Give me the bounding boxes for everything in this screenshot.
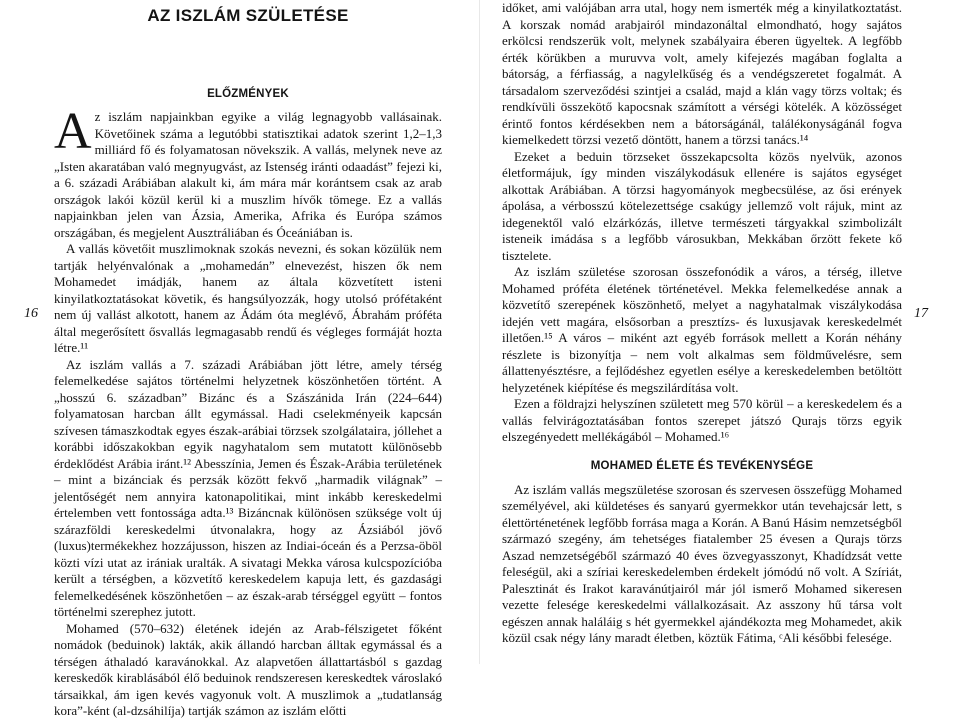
chapter-title: AZ ISZLÁM SZÜLETÉSE	[147, 6, 349, 25]
paragraph-right-1: időket, ami valójában arra utal, hogy nem ismerték még a kinyilatkoztatást. A korszak nomád arabjairól mindazonáltal elmondható, hogy sajátos erkölcsi rendszerük volt, melynek szabályaira éberen ügyeltek. A legfőbb érték körükben a muruvva volt, amely kifejezés magában foglalta a bátorság, a férfiasság, a nagylelkűség és a vendégszeretet fogalmát. A társadalom szerveződési szintjei a család, majd a klán vagy törzs voltak; és rendkívüli összekötő kapocsnak számított a vérségi kötelék. A közösséget érintő fontos kérdésekben nem a bátorságánál, találékonyságánál fogva kiemelkedett törzsi vezető döntött, hanem a törzsi tanács.¹⁴	[502, 0, 902, 147]
paragraph-intro-text: z iszlám napjainkban egyike a világ legnagyobb vallásainak. Követőinek száma a legutóbbi statisztikai adatok szerint 1,2–1,3 milliárd fő és folyamatosan növekszik. A vallás, melynek neve az „Isten akaratában való megnyugvást, az Istenség iránti odaadást” fejezi ki, a 6. századi Arábiában alakult ki, ám mára már korántsem csak az arab országok lakói közül kerül ki a muszlim hívők tömege. Ez a vallás napjainkban jelen van Ázsia, Amerika, Afrika és Európa számos országában, és megjelent Ausztráliában és Óceániában is.	[54, 109, 442, 240]
paragraph-left-2: A vallás követőit muszlimoknak szokás nevezni, és sokan közülük nem tartják helyénvalónak a „mohamedán” elnevezést, hiszen ők nem Mohamedet imádják, hanem az általa közvetített isteni kinyilatkoztatásokat követik, és hangsúlyozzák, hogy utolsó prófétaként nem új vallást alkotott, hanem az Ádám óta meglévő, Ábrahám próféta által megerősített ősvallás legmagasabb rendű és végleges formáját hozta létre.¹¹	[54, 241, 442, 355]
drop-cap: A	[54, 103, 92, 160]
paragraph-right-5: Az iszlám vallás megszületése szorosan és szervesen összefügg Mohamed személyével, aki küldetéses és sanyarú gyermekkor után tevehajcsár lett, s élettörténetének legfőbb forrása maga a Korán. A Banú Hásim nemzetségből származó szegény, ám tehetséges fiatalember 25 évesen a Qurajs törzs Aszad nemzetségéből származó 40 éves özvegyasszonyt, Khadídzsát vette feleségül, aki a szíriai kereskedelemben érdekelt jómódú nő volt. A Szíriát, Palesztinát és Irakot karavánútjairól már jól ismerő Mohamed sikeresen vezette felesége kereskedelmi vállalkozásait. Az asszony hű társa volt egészen annak haláláig s hét gyermekkel ajándékozta meg Mohamedet, akik közül csak négy lány maradt életben, köztük Fátima, ᶜAli későbbi felesége.	[502, 481, 902, 645]
page-number-right: 17	[914, 306, 928, 321]
paragraph-intro	[54, 103, 442, 241]
section-title-mohamed: MOHAMED ÉLETE ÉS TEVÉKENYSÉGE	[590, 459, 814, 472]
paragraph-right-3: Az iszlám születése szorosan összefonódik a város, a térség, illetve Mohamed próféta életének történetével. Mekka felemelkedése annak a közvetítő szerepének köszönhető, melyet a nagyhatalmak viszálykodása idején vett magára, elsősorban a presztízs- és luxusjavak kereskedelmét illetően.¹⁵ A város – miként azt egyéb források mellett a Korán néhány részlete is bizonyítja – nem volt alkalmas sem földművelésre, sem állattenyésztésre, a fejlődéshez egyetlen esélye a kereskedelemben betöltött helyzetének kiépítése és megszilárdítása volt.	[502, 264, 902, 395]
left-page	[0, 0, 479, 718]
paragraph-right-2: Ezeket a beduin törzseket összekapcsolta közös nyelvük, azonos életformájuk, így minden viszálykodásuk ellenére is sajátos egységet alkottak Arábiában. A törzsi hagyományok megbecsülése, az ősi erények ápolása, a vérbosszú kötelezettsége csakúgy jellemző volt rájuk, mint az idegenektől való elzárkózás, illetve természeti tárgyakkal szimbolizált isteneik imádása s a legfőbb városukban, Mekkában őrzött fekete kő tisztelete.	[502, 148, 902, 263]
paragraph-left-4: Mohamed (570–632) életének idején az Arab-félszigetet főként nomádok (beduinok) lakták, akik állandó harcban álltak egymással és a térségen áthaladó karavánokkal. Az alapvetően állattartásból s gazdag kereskedők kirablásából élő beduinok rendszeresen kereskedtek városlakó társaikkal, ám igen kevés vagyonuk volt. A muszlimok a „tudatlanság kora”-ként (al-dzsáhilíja) tartják számon az iszlám előtti	[54, 620, 442, 718]
right-page	[480, 0, 959, 664]
page-number-left: 16	[24, 306, 38, 321]
paragraph-left-3: Az iszlám vallás a 7. századi Arábiában jött létre, amely térség felemelkedése sajátos történelmi helyzetnek köszönhetően történt. A „hosszú 6. században” Bizánc és a Szászánida Irán (224–644) folyamatosan harcban állt egymással. Hadi cselekményeik kapcsán szívesen támaszkodtak egyes észak-arábiai törzsek szolgálataira, jóllehet a korábbi időszakokban egyik nagyhatalom sem mutatott különösebb érdeklődést Arábia iránt.¹² Abesszínia, Jemen és Észak-Arábia területének – mint a bizánciak és perzsák között fekvő „harmadik világnak” – jelentőségét nem annyira katonapolitikai, mint inkább kereskedelmi értelemben vett fontossága adta.¹³ Bizáncnak különösen szüksége volt új szárazföldi kereskedelmi útvonalakra, hogy az Ázsiából jövő (luxus)termékekhez hozzájusson, hiszen az Indiai-óceán és a Perzsa-öböl közti vízi utat az irániak uralták. A sivatagi Mekka városa kulcspozícióba került a térségben, a közvetítő kereskedelem kapuja lett, és gazdasági felemelkedésének köszönhetően – az észak-arab térséggel együtt – fontos történelmi szerephez jutott.	[54, 356, 442, 619]
right-text-column	[502, 0, 902, 647]
section-title-elozmenyek: ELŐZMÉNYEK	[207, 88, 289, 100]
paragraph-right-4: Ezen a földrajzi helyszínen született meg 570 körül – a kereskedelem és a vallás felvirágoztatásában fontos szerepet játszó Qurajs törzs egyik elszegényedett mellékágából – Mohamed.¹⁶	[502, 396, 902, 444]
left-text-column	[54, 0, 442, 720]
